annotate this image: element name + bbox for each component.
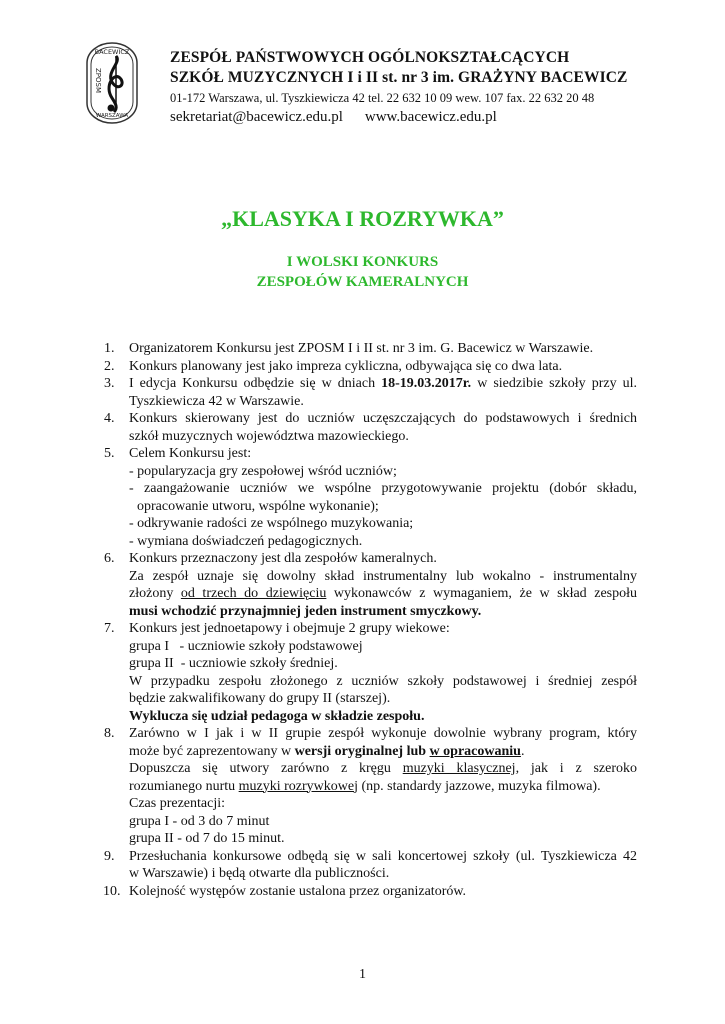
list-item xyxy=(104,883,637,901)
item-line: Konkurs jest jednoetapowy i obejmuje 2 grupy wiekowe: xyxy=(129,621,450,636)
item-line: Celem Konkursu jest: xyxy=(129,446,252,461)
list-item xyxy=(104,550,637,620)
item-number: 8. xyxy=(104,726,115,741)
item-number: 1. xyxy=(104,341,115,356)
item-line: Czas prezentacji: xyxy=(129,796,226,811)
item-text: Konkurs planowany jest jako impreza cykliczna, odbywająca się co dwa lata. xyxy=(129,358,563,374)
item-number: 3. xyxy=(104,376,115,391)
school-header xyxy=(170,48,650,127)
item-line: Za zespół uznaje się dowolny skład instrumentalny lub wokalno - instrumentalny xyxy=(129,568,637,584)
email-link[interactable]: sekretariat@bacewicz.edu.pl xyxy=(170,109,343,125)
item-line: w Warszawie) i będą otwarte dla publiczności. xyxy=(129,866,390,881)
logo-text-top: BACEWICZ xyxy=(94,48,130,56)
competition-subtitle-1: I WOLSKI KONKURS xyxy=(286,254,439,270)
logo-text-left: ZPOSM xyxy=(94,68,102,94)
goal-line: - odkrywanie radości ze wspólnego muzykowania; xyxy=(129,516,414,531)
competition-title: „KLASYKA I ROZRYWKA” xyxy=(221,206,504,231)
item-line: Konkurs przeznaczony jest dla zespołów kameralnych. xyxy=(129,551,437,566)
item-line: Konkurs skierowany jest do uczniów uczęszczających do podstawowych i średnich xyxy=(129,411,637,426)
item-line: Dopuszcza się utwory zarówno z kręgu muzyki klasycznej, jak i z szeroko xyxy=(129,761,638,776)
item-number: 6. xyxy=(104,551,115,566)
logo-text-bottom: WARSZAWA xyxy=(95,113,129,119)
group-line: grupa II - uczniowie szkoły średniej. xyxy=(129,656,338,671)
website-link[interactable]: www.bacewicz.edu.pl xyxy=(364,109,497,125)
competition-subtitle-2: ZESPOŁÓW KAMERALNYCH xyxy=(256,274,469,290)
list-item xyxy=(104,410,637,445)
classical-music: muzyki klasycznej xyxy=(402,761,516,776)
time-line: grupa I - od 3 do 7 minut xyxy=(129,813,270,829)
item-line: będzie zakwalifikowany do grupy II (starszej). xyxy=(129,691,391,706)
list-item xyxy=(104,445,637,550)
school-name-line1: ZESPÓŁ PAŃSTWOWYCH OGÓLNOKSZTAŁCĄCYCH xyxy=(170,49,570,66)
list-item xyxy=(104,725,637,848)
item-line: I edycja Konkursu odbędzie się w dniach 18-19.03.2017r. w siedzibie szkoły przy ul. xyxy=(129,376,637,391)
list-item xyxy=(104,848,637,883)
contact-line xyxy=(170,107,650,127)
goal-line: - zaangażowanie uczniów we wspólne przygotowywanie projektu (dobór składu, xyxy=(129,481,637,496)
list-item xyxy=(104,340,637,358)
goal-line: - popularyzacja gry zespołowej wśród uczniów; xyxy=(129,463,397,479)
item-line: szkół muzycznych województwa mazowieckiego. xyxy=(129,428,409,444)
item-line: Tyszkiewicza 42 w Warszawie. xyxy=(129,393,304,409)
item-number: 4. xyxy=(104,411,115,426)
item-line: rozumianego nurtu muzyki rozrywkowej (np. standardy jazzowe, muzyka filmowa). xyxy=(129,778,601,794)
rules-list xyxy=(104,340,637,900)
item-line: złożony od trzech do dziewięciu wykonawców z wymaganiem, że w skład zespołu xyxy=(129,586,638,601)
school-name-line2: SZKÓŁ MUZYCZNYCH I i II st. nr 3 im. GRAŻYNY BACEWICZ xyxy=(170,69,628,86)
item-number: 10. xyxy=(103,883,121,899)
item-line: W przypadku zespołu złożonego z uczniów szkoły podstawowej i średniej zespół xyxy=(129,673,637,689)
item-line: może być zaprezentowany w wersji oryginalnej lub w opracowaniu. xyxy=(129,743,525,759)
popular-music: muzyki rozrywkowej xyxy=(238,778,358,794)
item-line: Zarówno w I jak i w II grupie zespół wykonuje dowolnie wybrany program, który xyxy=(129,726,637,741)
item-line: Przesłuchania konkursowe odbędą się w sali koncertowej szkoły (ul. Tyszkiewicza 42 xyxy=(129,848,637,864)
list-item xyxy=(104,620,637,725)
teacher-exclusion: Wyklucza się udział pedagoga w składzie zespołu. xyxy=(129,708,425,724)
item-number: 7. xyxy=(104,621,115,636)
competition-dates: 18-19.03.2017r. xyxy=(381,376,472,391)
goal-line: opracowanie utworu, wspólne wykonanie); xyxy=(137,498,379,514)
goal-line: - wymiana doświadczeń pedagogicznych. xyxy=(129,533,363,549)
item-number: 9. xyxy=(104,848,115,864)
school-address: 01-172 Warszawa, ul. Tyszkiewicza 42 tel. 22 632 10 09 wew. 107 fax. 22 632 20 48 xyxy=(170,91,595,105)
school-logo xyxy=(86,42,138,124)
item-number: 5. xyxy=(104,446,115,461)
string-instrument-requirement: musi wchodzić przynajmniej jeden instrument smyczkowy. xyxy=(129,603,482,619)
group-line: grupa I - uczniowie szkoły podstawowej xyxy=(129,638,363,654)
item-text: Organizatorem Konkursu jest ZPOSM I i II st. nr 3 im. G. Bacewicz w Warszawie. xyxy=(129,341,594,356)
ensemble-size: od trzech do dziewięciu xyxy=(180,586,327,601)
list-item xyxy=(104,358,637,376)
list-item xyxy=(104,375,637,410)
time-line: grupa II - od 7 do 15 minut. xyxy=(129,831,285,846)
page-number: 1 xyxy=(359,967,366,982)
item-number: 2. xyxy=(104,358,115,374)
item-text: Kolejność występów zostanie ustalona przez organizatorów. xyxy=(129,883,467,899)
arrangement-text: w opracowaniu xyxy=(429,743,521,759)
